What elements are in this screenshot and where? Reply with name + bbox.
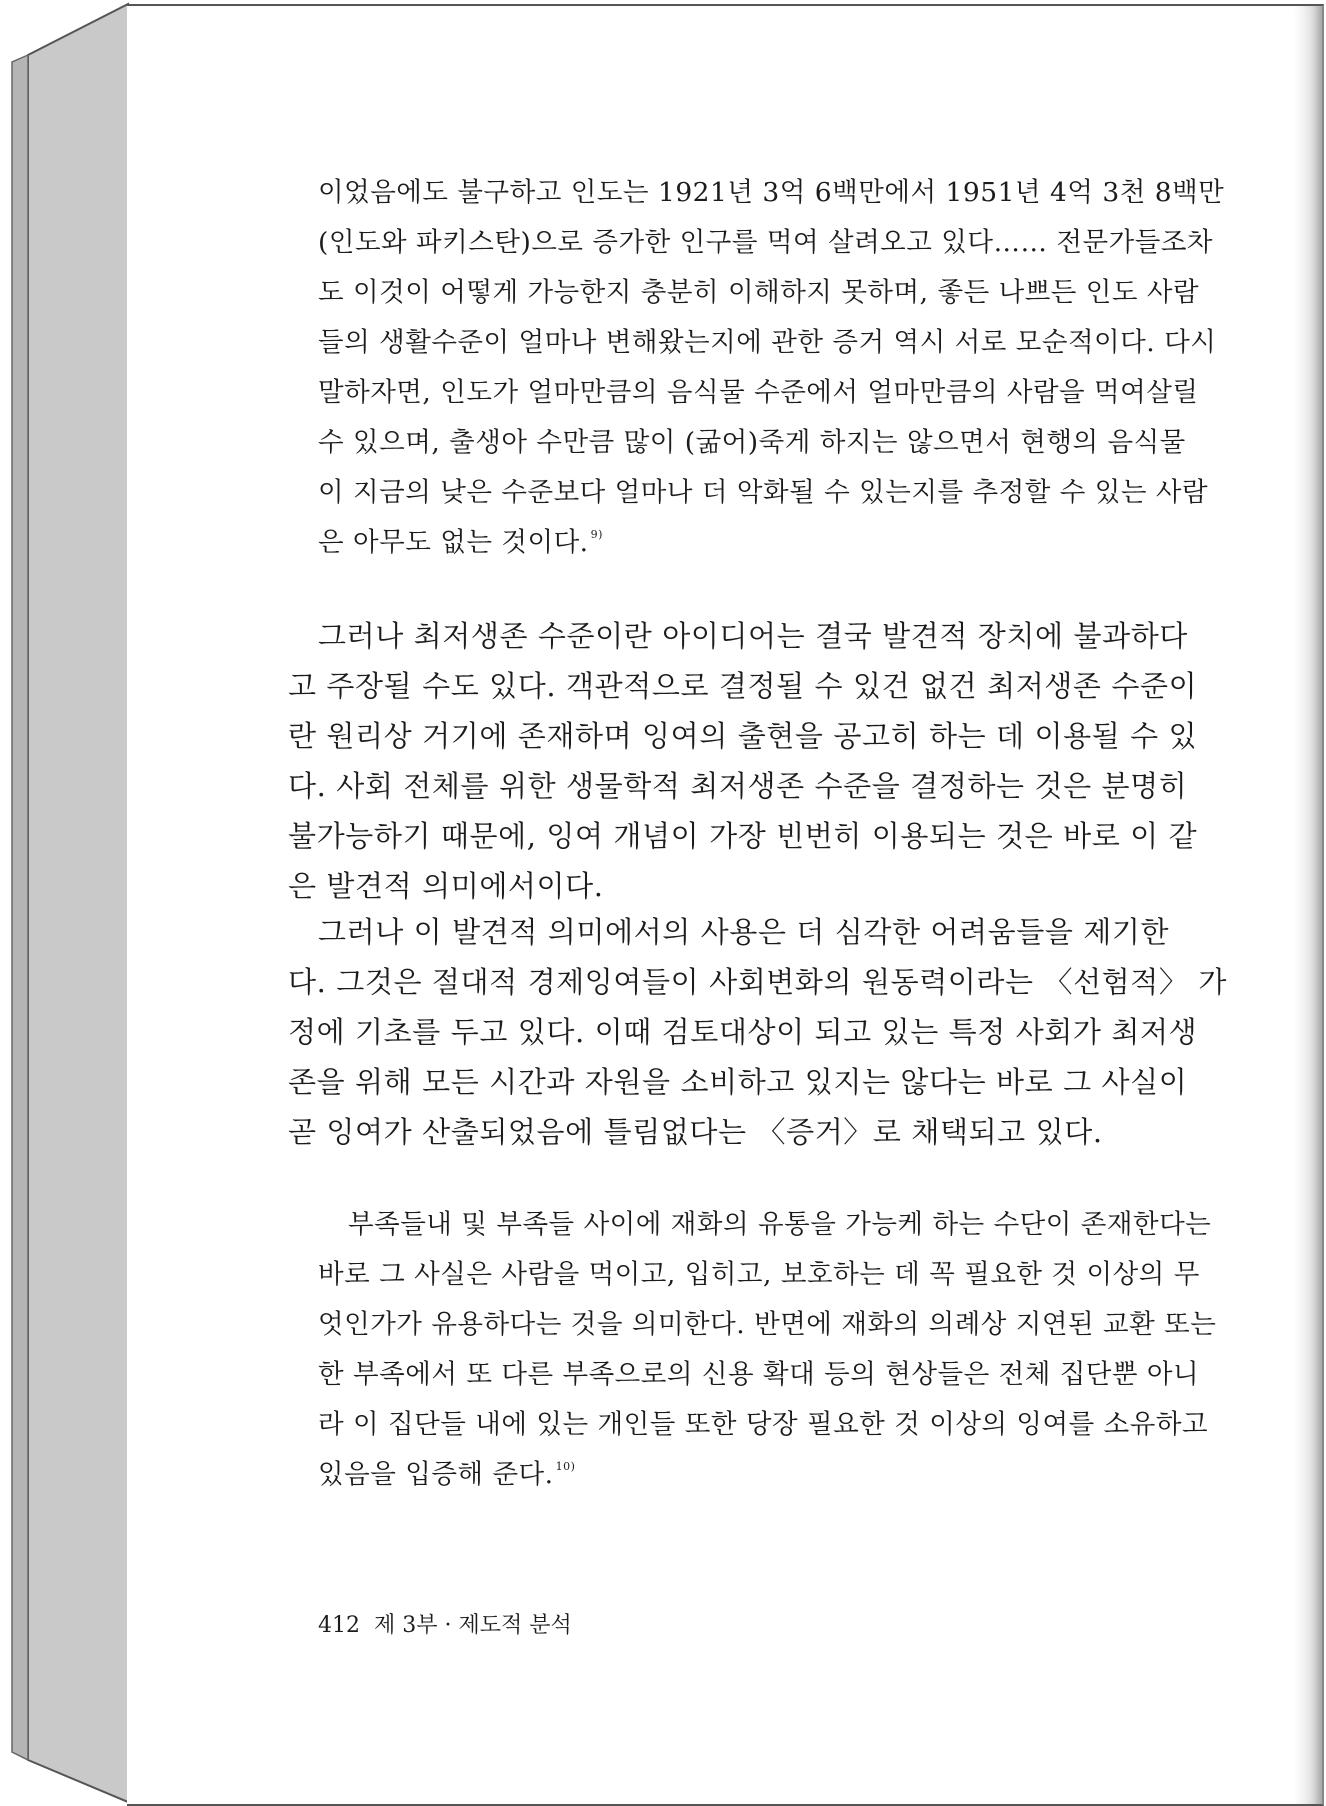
body-line: 그러나 이 발견적 의미에서의 사용은 더 심각한 어려움들을 제기한 [318, 915, 1170, 949]
quote-line: 이었음에도 불구하고 인도는 1921년 3억 6백만에서 1951년 4억 3천 8백만 [318, 177, 1225, 208]
body-line: 다. 그것은 절대적 경제잉여들이 사회변화의 원동력이라는 〈선험적〉 가 [288, 965, 1227, 999]
body-line: 존을 위해 모든 시간과 자원을 소비하고 있지는 않다는 바로 그 사실이 [288, 1065, 1188, 1099]
body-line: 고 주장될 수도 있다. 객관적으로 결정될 수 있건 없건 최저생존 수준이 [288, 669, 1198, 703]
body-line: 정에 기초를 두고 있다. 이때 검토대상이 되고 있는 특정 사회가 최저생 [288, 1015, 1198, 1049]
quote-text: 있음을 입증해 준다. [318, 1459, 554, 1490]
body-line: 다. 사회 전체를 위한 생물학적 최저생존 수준을 결정하는 것은 분명히 [288, 769, 1188, 803]
footnote-marker: 10) [555, 1460, 576, 1473]
quote-line: 도 이것이 어떻게 가능한지 충분히 이해하지 못하며, 좋든 나쁘든 인도 사람 [318, 277, 1200, 308]
body-line: 란 원리상 거기에 존재하며 잉여의 출현을 공고히 하는 데 이용될 수 있 [288, 719, 1198, 753]
page-edge-shadow [1294, 6, 1322, 1804]
quote-line: 부족들내 및 부족들 사이에 재화의 유통을 가능케 하는 수단이 존재한다는 [348, 1209, 1212, 1240]
page-number: 412 [318, 1613, 360, 1638]
quote-line-last [318, 1452, 575, 1491]
footnote-marker: 9) [590, 528, 603, 541]
page-footer [318, 1608, 572, 1639]
quote-line: 한 부족에서 또 다른 부족으로의 신용 확대 등의 현상들은 전체 집단뿐 아니 [318, 1359, 1200, 1390]
body-line: 그러나 최저생존 수준이란 아이디어는 결국 발견적 장치에 불과하다 [318, 619, 1188, 653]
quote-line: 라 이 집단들 내에 있는 개인들 또한 당장 필요한 것 이상의 잉여를 소유하고 [318, 1409, 1209, 1440]
quote-line: 이 지금의 낮은 수준보다 얼마나 더 악화될 수 있는지를 추정할 수 있는 사람 [318, 477, 1209, 508]
quote-line: 말하자면, 인도가 얼마만큼의 음식물 수준에서 얼마만큼의 사람을 먹여살릴 [318, 377, 1199, 408]
body-line: 곧 잉여가 산출되었음에 틀림없다는 〈증거〉로 채택되고 있다. [288, 1115, 1103, 1149]
quote-line: 엇인가가 유용하다는 것을 의미한다. 반면에 재화의 의례상 지연된 교환 또는 [318, 1309, 1217, 1340]
body-line: 불가능하기 때문에, 잉여 개념이 가장 빈번히 이용되는 것은 바로 이 같 [288, 819, 1198, 853]
section-title: 제 3부 · 제도적 분석 [374, 1613, 572, 1638]
quote-line: 수 있으며, 출생아 수만큼 많이 (굶어)죽게 하지는 않으면서 현행의 음식물 [318, 427, 1186, 458]
quote-line: 들의 생활수준이 얼마나 변해왔는지에 관한 증거 역시 서로 모순적이다. 다시 [318, 327, 1217, 358]
quote-line: (인도와 파키스탄)으로 증가한 인구를 먹여 살려오고 있다…… 전문가들조차 [318, 227, 1214, 258]
quote-text: 은 아무도 없는 것이다. [318, 527, 589, 558]
quote-line-last [318, 520, 603, 559]
body-line: 은 발견적 의미에서이다. [288, 869, 604, 903]
quote-line: 바로 그 사실은 사람을 먹이고, 입히고, 보호하는 데 꼭 필요한 것 이상의 무 [318, 1259, 1200, 1290]
